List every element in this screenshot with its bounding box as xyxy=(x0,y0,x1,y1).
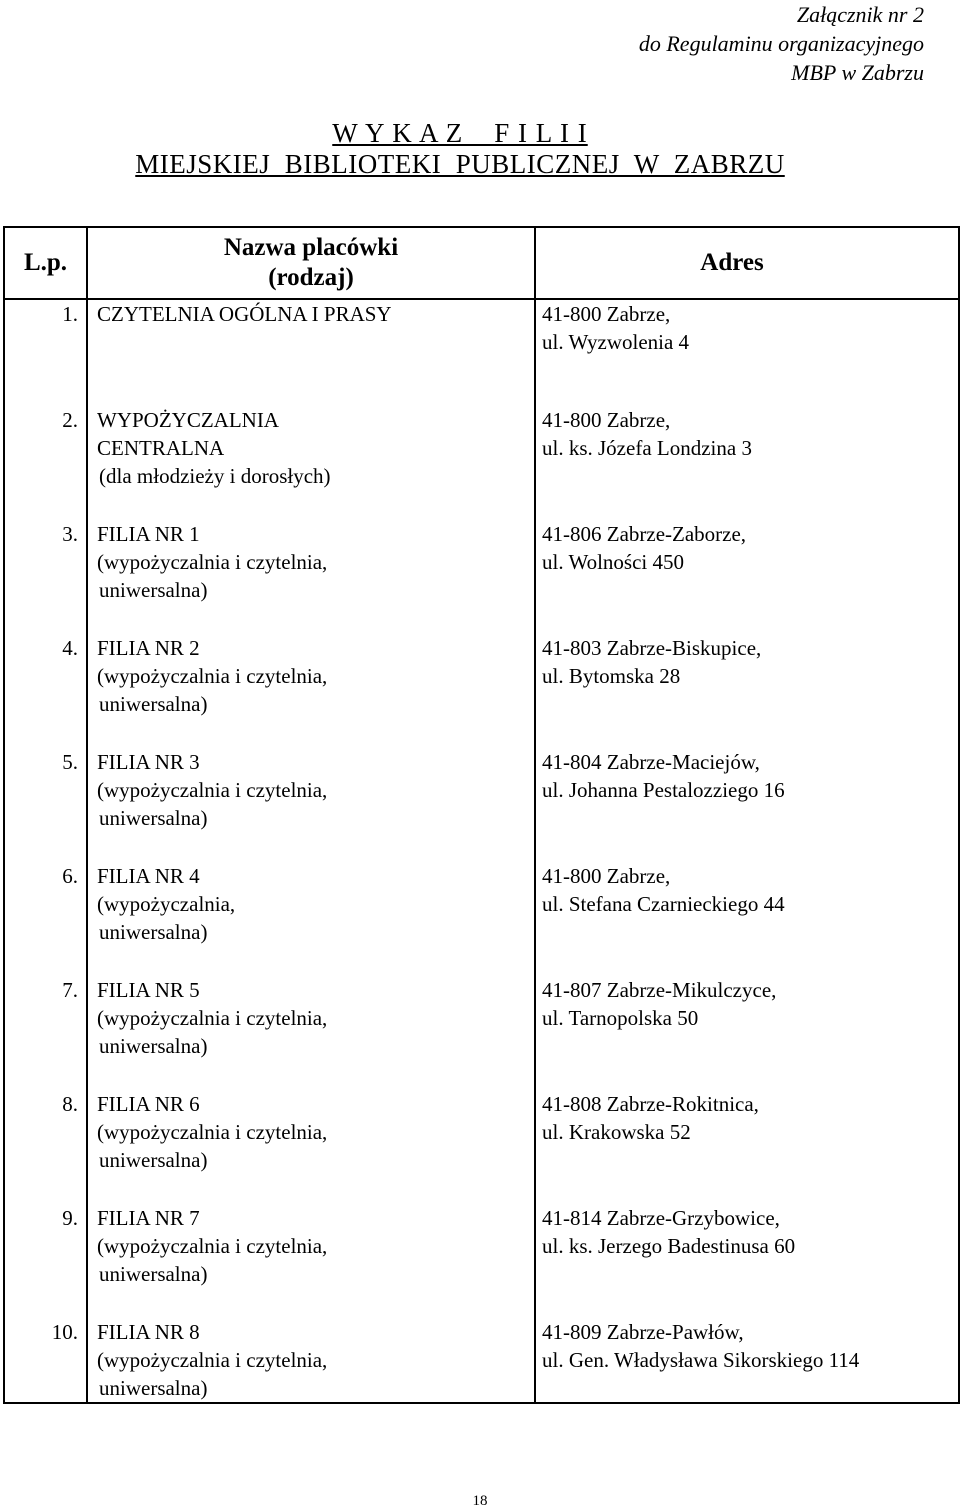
branch-name xyxy=(87,1204,535,1318)
branch-name-line: (wypożyczalnia i czytelnia, xyxy=(97,1120,328,1144)
branch-address xyxy=(535,520,959,634)
title-line-2: MIEJSKIEJ BIBLIOTEKI PUBLICZNEJ W ZABRZU xyxy=(135,149,785,179)
address-line: ul. Johanna Pestalozziego 16 xyxy=(542,778,785,802)
table-row xyxy=(4,1204,959,1318)
row-number: 9. xyxy=(4,1204,87,1318)
branch-name-line: (wypożyczalnia i czytelnia, xyxy=(97,778,328,802)
table-row xyxy=(4,299,959,406)
branch-name-line: uniwersalna) xyxy=(99,1262,208,1286)
branch-name xyxy=(87,299,535,406)
branch-name xyxy=(87,634,535,748)
branch-name xyxy=(87,1090,535,1204)
branch-name-line: FILIA NR 8 xyxy=(97,1320,200,1344)
branch-name-line: (wypożyczalnia i czytelnia, xyxy=(97,1006,328,1030)
annex-line: MBP w Zabrzu xyxy=(791,60,924,85)
branch-name-line: FILIA NR 7 xyxy=(97,1206,200,1230)
address-line: ul. Stefana Czarnieckiego 44 xyxy=(542,892,785,916)
branch-name-line: (wypożyczalnia i czytelnia, xyxy=(97,1348,328,1372)
branch-name-line: CENTRALNA xyxy=(97,436,225,460)
address-line: 41-814 Zabrze-Grzybowice, xyxy=(542,1206,780,1230)
address-line: 41-800 Zabrze, xyxy=(542,408,671,432)
branch-address xyxy=(535,1204,959,1318)
header-address: Adres xyxy=(535,227,959,299)
table-row xyxy=(4,634,959,748)
page-number: 18 xyxy=(472,1493,488,1509)
table-row xyxy=(4,1318,959,1403)
branch-name xyxy=(87,976,535,1090)
branch-name-line: uniwersalna) xyxy=(99,1034,208,1058)
address-line: 41-804 Zabrze-Maciejów, xyxy=(542,750,760,774)
header-lp: L.p. xyxy=(4,227,87,299)
table-body xyxy=(4,299,959,1403)
row-number: 5. xyxy=(4,748,87,862)
branch-name-line: (wypożyczalnia, xyxy=(97,892,236,916)
branch-name-line: uniwersalna) xyxy=(99,1148,208,1172)
address-line: 41-800 Zabrze, xyxy=(542,302,671,326)
row-number: 6. xyxy=(4,862,87,976)
row-number: 1. xyxy=(4,299,87,406)
branch-address xyxy=(535,1090,959,1204)
branch-name xyxy=(87,1318,535,1403)
branch-name xyxy=(87,406,535,520)
address-line: ul. Bytomska 28 xyxy=(542,664,681,688)
row-number: 3. xyxy=(4,520,87,634)
address-line: ul. ks. Jerzego Badestinusa 60 xyxy=(542,1234,796,1258)
address-line: ul. Krakowska 52 xyxy=(542,1120,691,1144)
branch-name xyxy=(87,748,535,862)
row-number: 2. xyxy=(4,406,87,520)
branch-name-line: (wypożyczalnia i czytelnia, xyxy=(97,550,328,574)
address-line: 41-808 Zabrze-Rokitnica, xyxy=(542,1092,759,1116)
address-line: ul. Tarnopolska 50 xyxy=(542,1006,699,1030)
branch-address xyxy=(535,748,959,862)
address-line: ul. Wolności 450 xyxy=(542,550,685,574)
header-name-line: Nazwa placówki xyxy=(223,234,399,261)
row-number: 8. xyxy=(4,1090,87,1204)
branch-address xyxy=(535,299,959,406)
branch-address xyxy=(535,976,959,1090)
table-row xyxy=(4,520,959,634)
branch-name-line: FILIA NR 4 xyxy=(97,864,200,888)
table-row xyxy=(4,406,959,520)
branch-name-line: FILIA NR 1 xyxy=(97,522,200,546)
annex-line: do Regulaminu organizacyjnego xyxy=(638,31,924,56)
table-row xyxy=(4,748,959,862)
branch-name xyxy=(87,862,535,976)
branch-address xyxy=(535,862,959,976)
branch-name-line: (wypożyczalnia i czytelnia, xyxy=(97,1234,328,1258)
address-line: 41-803 Zabrze-Biskupice, xyxy=(542,636,762,660)
branch-name-line: (dla młodzieży i dorosłych) xyxy=(99,464,331,488)
address-line: ul. Gen. Władysława Sikorskiego 114 xyxy=(542,1348,860,1372)
table-row xyxy=(4,976,959,1090)
address-line: 41-807 Zabrze-Mikulczyce, xyxy=(542,978,777,1002)
document-title xyxy=(0,118,920,180)
branch-name-line: CZYTELNIA OGÓLNA I PRASY xyxy=(97,302,392,326)
header-name xyxy=(87,227,535,299)
address-line: 41-800 Zabrze, xyxy=(542,864,671,888)
branch-address xyxy=(535,1318,959,1403)
branch-address xyxy=(535,406,959,520)
branch-address xyxy=(535,634,959,748)
branch-name-line: (wypożyczalnia i czytelnia, xyxy=(97,664,328,688)
branch-name-line: uniwersalna) xyxy=(99,1376,208,1400)
branches-table xyxy=(3,226,960,1404)
table-header-row xyxy=(4,227,959,299)
branch-name-line: FILIA NR 5 xyxy=(97,978,200,1002)
branch-name-line: FILIA NR 3 xyxy=(97,750,200,774)
table-row xyxy=(4,862,959,976)
annex-note xyxy=(639,0,924,87)
annex-line: Załącznik nr 2 xyxy=(796,2,924,27)
address-line: ul. Wyzwolenia 4 xyxy=(542,330,690,354)
address-line: ul. ks. Józefa Londzina 3 xyxy=(542,436,752,460)
branch-name-line: uniwersalna) xyxy=(99,920,208,944)
branch-name xyxy=(87,520,535,634)
branch-name-line: uniwersalna) xyxy=(99,806,208,830)
branch-name-line: FILIA NR 6 xyxy=(97,1092,200,1116)
table-row xyxy=(4,1090,959,1204)
row-number: 10. xyxy=(4,1318,87,1403)
title-line-1: W Y K A Z F I L I I xyxy=(332,118,588,148)
address-line: 41-809 Zabrze-Pawłów, xyxy=(542,1320,744,1344)
row-number: 4. xyxy=(4,634,87,748)
branch-name-line: WYPOŻYCZALNIA xyxy=(97,408,279,432)
address-line: 41-806 Zabrze-Zaborze, xyxy=(542,522,747,546)
branch-name-line: FILIA NR 2 xyxy=(97,636,200,660)
branch-name-line: uniwersalna) xyxy=(99,578,208,602)
header-name-line: (rodzaj) xyxy=(268,264,354,291)
branch-name-line: uniwersalna) xyxy=(99,692,208,716)
row-number: 7. xyxy=(4,976,87,1090)
